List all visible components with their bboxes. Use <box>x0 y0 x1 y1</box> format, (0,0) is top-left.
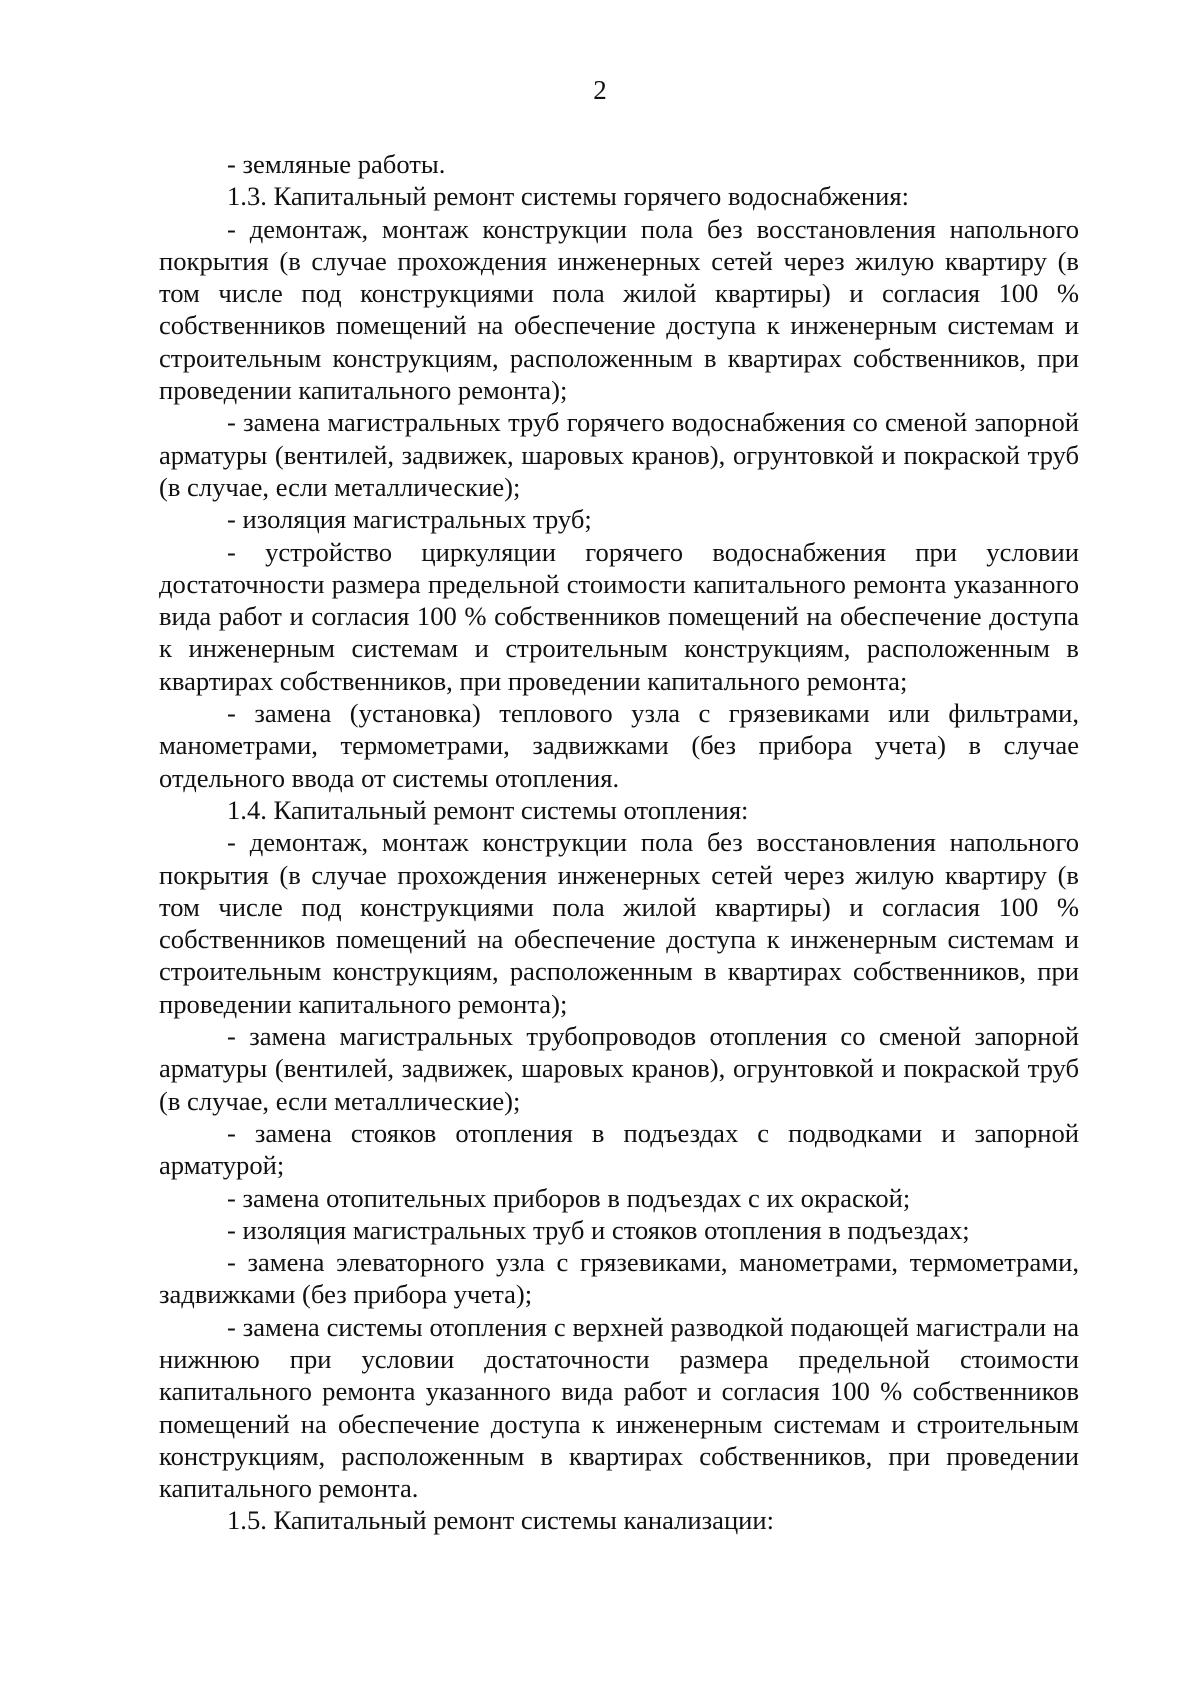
list-item-earthworks: - земляные работы. <box>227 149 446 179</box>
section-heading-1-3: 1.3. Капитальный ремонт системы горячего водоснабжения: <box>227 181 909 212</box>
section-heading-1-5: 1.5. Капитальный ремонт системы канализации: <box>227 1505 775 1536</box>
document-body <box>159 148 1079 1537</box>
list-item: - замена (установка) теплового узла с грязевиками или фильтрами, манометрами, термометрами, задвижками (без прибора учета) в случае отдельного ввода от системы отопления. <box>159 698 1079 793</box>
list-item: - изоляция магистральных труб и стояков отопления в подъездах; <box>227 1214 970 1245</box>
list-item: - замена стояков отопления в подъездах с подводками и запорной арматурой; <box>159 1117 1079 1181</box>
list-item: - изоляция магистральных труб; <box>227 504 592 535</box>
page-number: 2 <box>593 75 607 105</box>
list-item: - демонтаж, монтаж конструкции пола без восстановления напольного покрытия (в случае прохождения инженерных сетей через жилую квартиру (в том числе под конструкциями пола жилой квартиры) и согласия 100 % собственников помещений на обеспечение доступа к инженерным системам и строительным конструкциям, расположенным в квартирах собственников, при проведении капитального ремонта); <box>159 827 1079 1019</box>
list-item: - устройство циркуляции горячего водоснабжения при условии достаточности размера предельной стоимости капитального ремонта указанного вида работ и согласия 100 % собственников помещений на обеспечение доступа к инженерным системам и строительным конструкциям, расположенным в квартирах собственников, при проведении капитального ремонта; <box>159 536 1079 696</box>
list-item: - замена системы отопления с верхней разводкой подающей магистрали на нижнюю при условии достаточности размера предельной стоимости капитального ремонта указанного вида работ и согласия 100 % собственников помещений на обеспечение доступа к инженерным системам и строительным конструкциям, расположенным в квартирах собственников, при проведении капитального ремонта. <box>159 1311 1079 1504</box>
list-item: - замена элеваторного узла с грязевиками, манометрами, термометрами, задвижками (без прибора учета); <box>159 1247 1079 1310</box>
list-item: - демонтаж, монтаж конструкции пола без восстановления напольного покрытия (в случае прохождения инженерных сетей через жилую квартиру (в том числе под конструкциями пола жилой квартиры) и согласия 100 % собственников помещений на обеспечение доступа к инженерным системам и строительным конструкциям, расположенным в квартирах собственников, при проведении капитального ремонта); <box>159 213 1079 406</box>
list-item: - замена магистральных труб горячего водоснабжения со сменой запорной арматуры (вентилей, задвижек, шаровых кранов), огрунтовкой и покраской труб (в случае, если металлические); <box>159 407 1079 502</box>
list-item: - замена магистральных трубопроводов отопления со сменой запорной арматуры (вентилей, задвижек, шаровых кранов), огрунтовкой и покраской труб (в случае, если металлические); <box>159 1021 1079 1116</box>
section-heading-1-4: 1.4. Капитальный ремонт системы отопления: <box>227 794 749 825</box>
list-item: - замена отопительных приборов в подъездах с их окраской; <box>227 1182 911 1213</box>
